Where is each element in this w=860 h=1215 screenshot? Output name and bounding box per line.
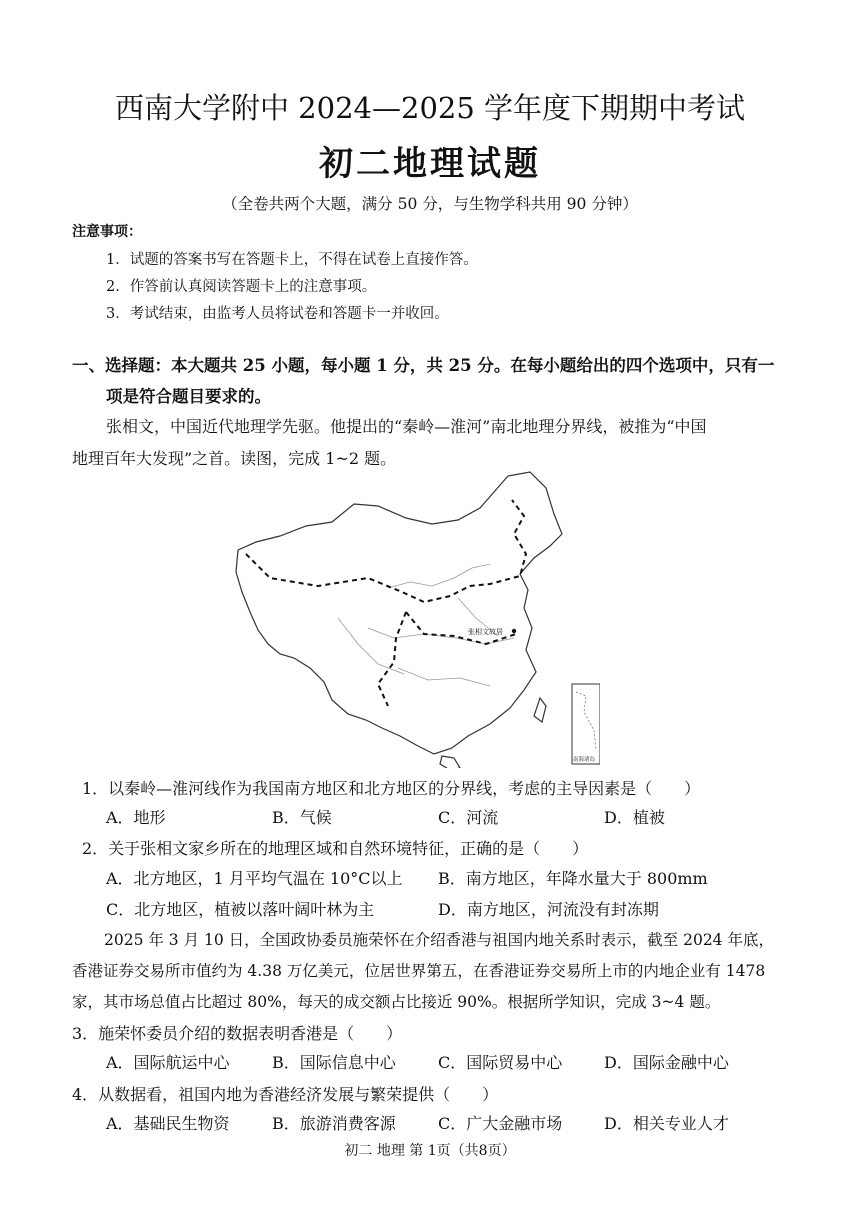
q1-option-c[interactable]: C．河流: [438, 808, 499, 827]
q2-option-a[interactable]: A．北方地区，1 月平均气温在 10°C以上: [106, 869, 403, 888]
q3-option-a[interactable]: A．国际航运中心: [106, 1053, 230, 1072]
notice-heading: 注意事项：: [72, 224, 142, 240]
q4-option-a[interactable]: A．基础民生物资: [106, 1114, 230, 1133]
q3-option-d[interactable]: D．国际金融中心: [604, 1053, 729, 1072]
zhang-home-dot: [512, 629, 516, 633]
china-map: [228, 468, 600, 768]
notice-item: 3．考试结束，由监考人员将试卷和答题卡一并收回。: [106, 306, 449, 322]
exam-title: 西南大学附中 2024—2025 学年度下期期中考试: [114, 91, 746, 125]
intro-paragraph-2: 2025 年 3 月 10 日，全国政协委员施荣怀在介绍香港与祖国内地关系时表示，截至 2024 年底，: [104, 931, 774, 949]
intro-paragraph: 张相文，中国近代地理学先驱。他提出的“秦岭—淮河”南北地理分界线，被推为“中国: [106, 417, 707, 436]
page-footer: 初二 地理 第 1页（共8页）: [344, 1143, 516, 1159]
notice-item: 2．作答前认真阅读答题卡上的注意事项。: [106, 279, 377, 295]
q1-option-a[interactable]: A．地形: [106, 808, 166, 827]
section-heading: 一、选择题：本大题共 25 小题，每小题 1 分，共 25 分。在每小题给出的四个选项中，只有一: [72, 356, 775, 375]
q1-option-b[interactable]: B．气候: [272, 808, 332, 827]
zhang-home-label: 张相文故居: [468, 628, 503, 636]
q2-option-b[interactable]: B．南方地区，年降水量大于 800mm: [438, 869, 708, 888]
section-heading-cont: 项是符合题目要求的。: [106, 387, 271, 406]
q1-option-d[interactable]: D．植被: [604, 808, 665, 827]
question-2: 2．关于张相文家乡所在的地理区域和自然环境特征，正确的是（ ）: [82, 839, 589, 858]
q4-option-b[interactable]: B．旅游消费客源: [272, 1114, 396, 1133]
boundary-line: [246, 500, 526, 602]
china-outline: [236, 472, 562, 754]
intro-paragraph-2-cont: 香港证券交易所市值约为 4.38 万亿美元，位居世界第五，在香港证券交易所上市的内地企业有 1478: [72, 962, 766, 980]
q3-option-c[interactable]: C．国际贸易中心: [438, 1053, 563, 1072]
q3-option-b[interactable]: B．国际信息中心: [272, 1053, 396, 1072]
notice-item: 1．试题的答案书写在答题卡上，不得在试卷上直接作答。: [106, 252, 478, 268]
subject-title: 初二地理试题: [319, 144, 541, 184]
question-1: 1．以秦岭—淮河线作为我国南方地区和北方地区的分界线，考虑的主导因素是（ ）: [82, 779, 701, 798]
q2-option-d[interactable]: D．南方地区，河流没有封冻期: [438, 900, 659, 919]
q4-option-c[interactable]: C．广大金融市场: [438, 1114, 563, 1133]
intro-paragraph-2-end: 家，其市场总值占比超过 80%，每天的成交额占比接近 90%。根据所学知识，完成 3~4 题。: [72, 993, 721, 1011]
south-sea-inset: [572, 684, 600, 764]
south-sea-inset-label: 南海诸岛: [573, 757, 596, 763]
exam-subtitle: （全卷共两个大题，满分 50 分，与生物学科共用 90 分钟）: [222, 195, 638, 213]
question-3: 3．施荣怀委员介绍的数据表明香港是（ ）: [72, 1024, 403, 1043]
q4-option-d[interactable]: D．相关专业人才: [604, 1114, 729, 1133]
intro-paragraph-cont: 地理百年大发现”之首。读图，完成 1~2 题。: [72, 449, 397, 468]
question-4: 4．从数据看，祖国内地为香港经济发展与繁荣提供（ ）: [72, 1085, 499, 1104]
q2-option-c[interactable]: C．北方地区，植被以落叶阔叶林为主: [106, 900, 375, 919]
